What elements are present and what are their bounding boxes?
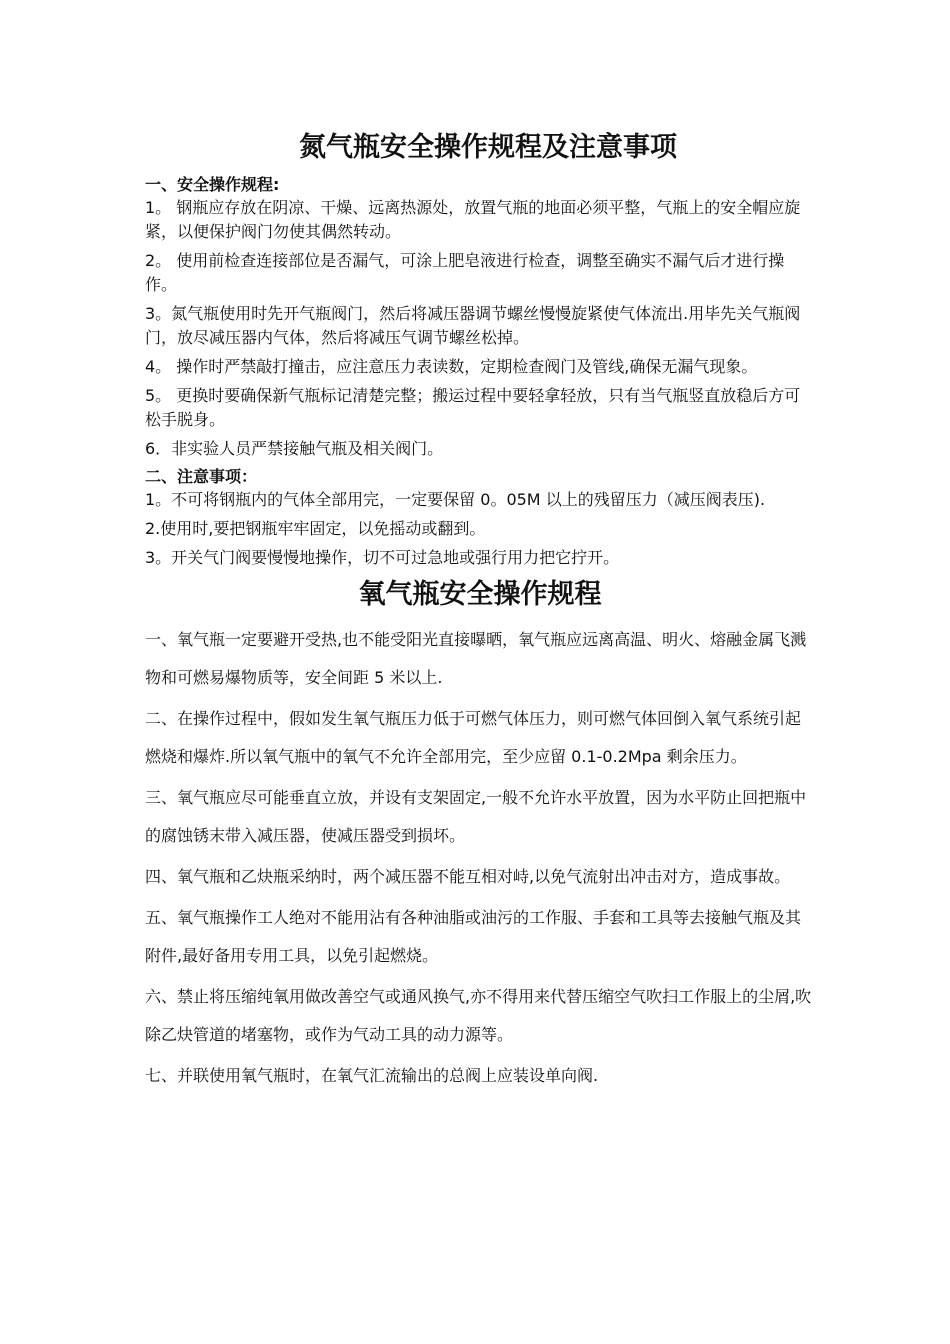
oxygen-rule-2: 二、在操作过程中，假如发生氧气瓶压力低于可燃气体压力，则可燃气体回倒入氧气系统引起燃烧和爆炸.所以氧气瓶中的氧气不允许全部用完，至少应留 0.1-0.2Mpa 剩余压力。	[145, 709, 802, 766]
document-body	[145, 128, 815, 1098]
oxygen-rule-5: 五、氧气瓶操作工人绝对不能用沾有各种油脂或油污的工作服、手套和工具等去接触气瓶及其附件,最好备用专用工具，以免引起燃烧。	[145, 908, 802, 965]
nitrogen-rule-3: 3。氮气瓶使用时先开气瓶阀门，然后将减压器调节螺丝慢慢旋紧使气体流出.用毕先关气瓶阀门，放尽减压器内气体，然后将减压气调节螺丝松掉。	[145, 304, 801, 347]
nitrogen-rule-6: 6．非实验人员严禁接触气瓶及相关阀门。	[145, 439, 444, 458]
oxygen-procedures-section	[145, 621, 815, 1095]
section-heading-precautions: 二、注意事项：	[145, 467, 258, 486]
nitrogen-rule-5: 5。 更换时要确保新气瓶标记清楚完整；搬运过程中要轻拿轻放，只有当气瓶竖直放稳后方可松手脱身。	[145, 386, 801, 429]
oxygen-rule-6: 六、禁止将压缩纯氧用做改善空气或通风换气,亦不得用来代替压缩空气吹扫工作服上的尘屑,吹除乙炔管道的堵塞物，或作为气动工具的动力源等。	[145, 987, 812, 1044]
nitrogen-rule-4: 4。 操作时严禁敲打撞击，应注意压力表读数，定期检查阀门及管线,确保无漏气现象。	[145, 357, 758, 376]
safety-procedures-section	[145, 174, 815, 461]
oxygen-cylinder-title: 氧气瓶安全操作规程	[358, 579, 602, 610]
precaution-1: 1。不可将钢瓶内的气体全部用完，一定要保留 0。05M 以上的残留压力（减压阀表压).	[145, 490, 766, 509]
oxygen-rule-4: 四、氧气瓶和乙炔瓶采纳时，两个减压器不能互相对峙,以免气流射出冲击对方，造成事故。	[145, 867, 791, 886]
oxygen-rule-1: 一、氧气瓶一定要避开受热,也不能受阳光直接曝晒，氧气瓶应远离高温、明火、熔融金属飞溅物和可燃易爆物质等，安全间距 5 米以上.	[145, 630, 807, 687]
oxygen-rule-7: 七、并联使用氧气瓶时，在氧气汇流输出的总阀上应装设单向阀.	[145, 1066, 599, 1085]
oxygen-rule-3: 三、氧气瓶应尽可能垂直立放，并设有支架固定,一般不允许水平放置，因为水平防止回把瓶中的腐蚀锈末带入减压器，使减压器受到损坏。	[145, 788, 807, 845]
precaution-2: 2.使用时,要把钢瓶牢牢固定，以免摇动或翻到。	[145, 519, 486, 538]
precaution-3: 3。开关气门阀要慢慢地操作，切不可过急地或强行用力把它拧开。	[145, 548, 620, 567]
section-heading-safety: 一、安全操作规程:	[145, 175, 280, 194]
precautions-section	[145, 466, 815, 570]
nitrogen-rule-2: 2。 使用前检查连接部位是否漏气，可涂上肥皂液进行检查，调整至确实不漏气后才进行操作。	[145, 251, 785, 294]
nitrogen-rule-1: 1。 钢瓶应存放在阴凉、干燥、远离热源处，放置气瓶的地面必须平整，气瓶上的安全帽应旋紧，以便保护阀门勿使其偶然转动。	[145, 198, 801, 241]
nitrogen-cylinder-title: 氮气瓶安全操作规程及注意事项	[299, 132, 677, 163]
